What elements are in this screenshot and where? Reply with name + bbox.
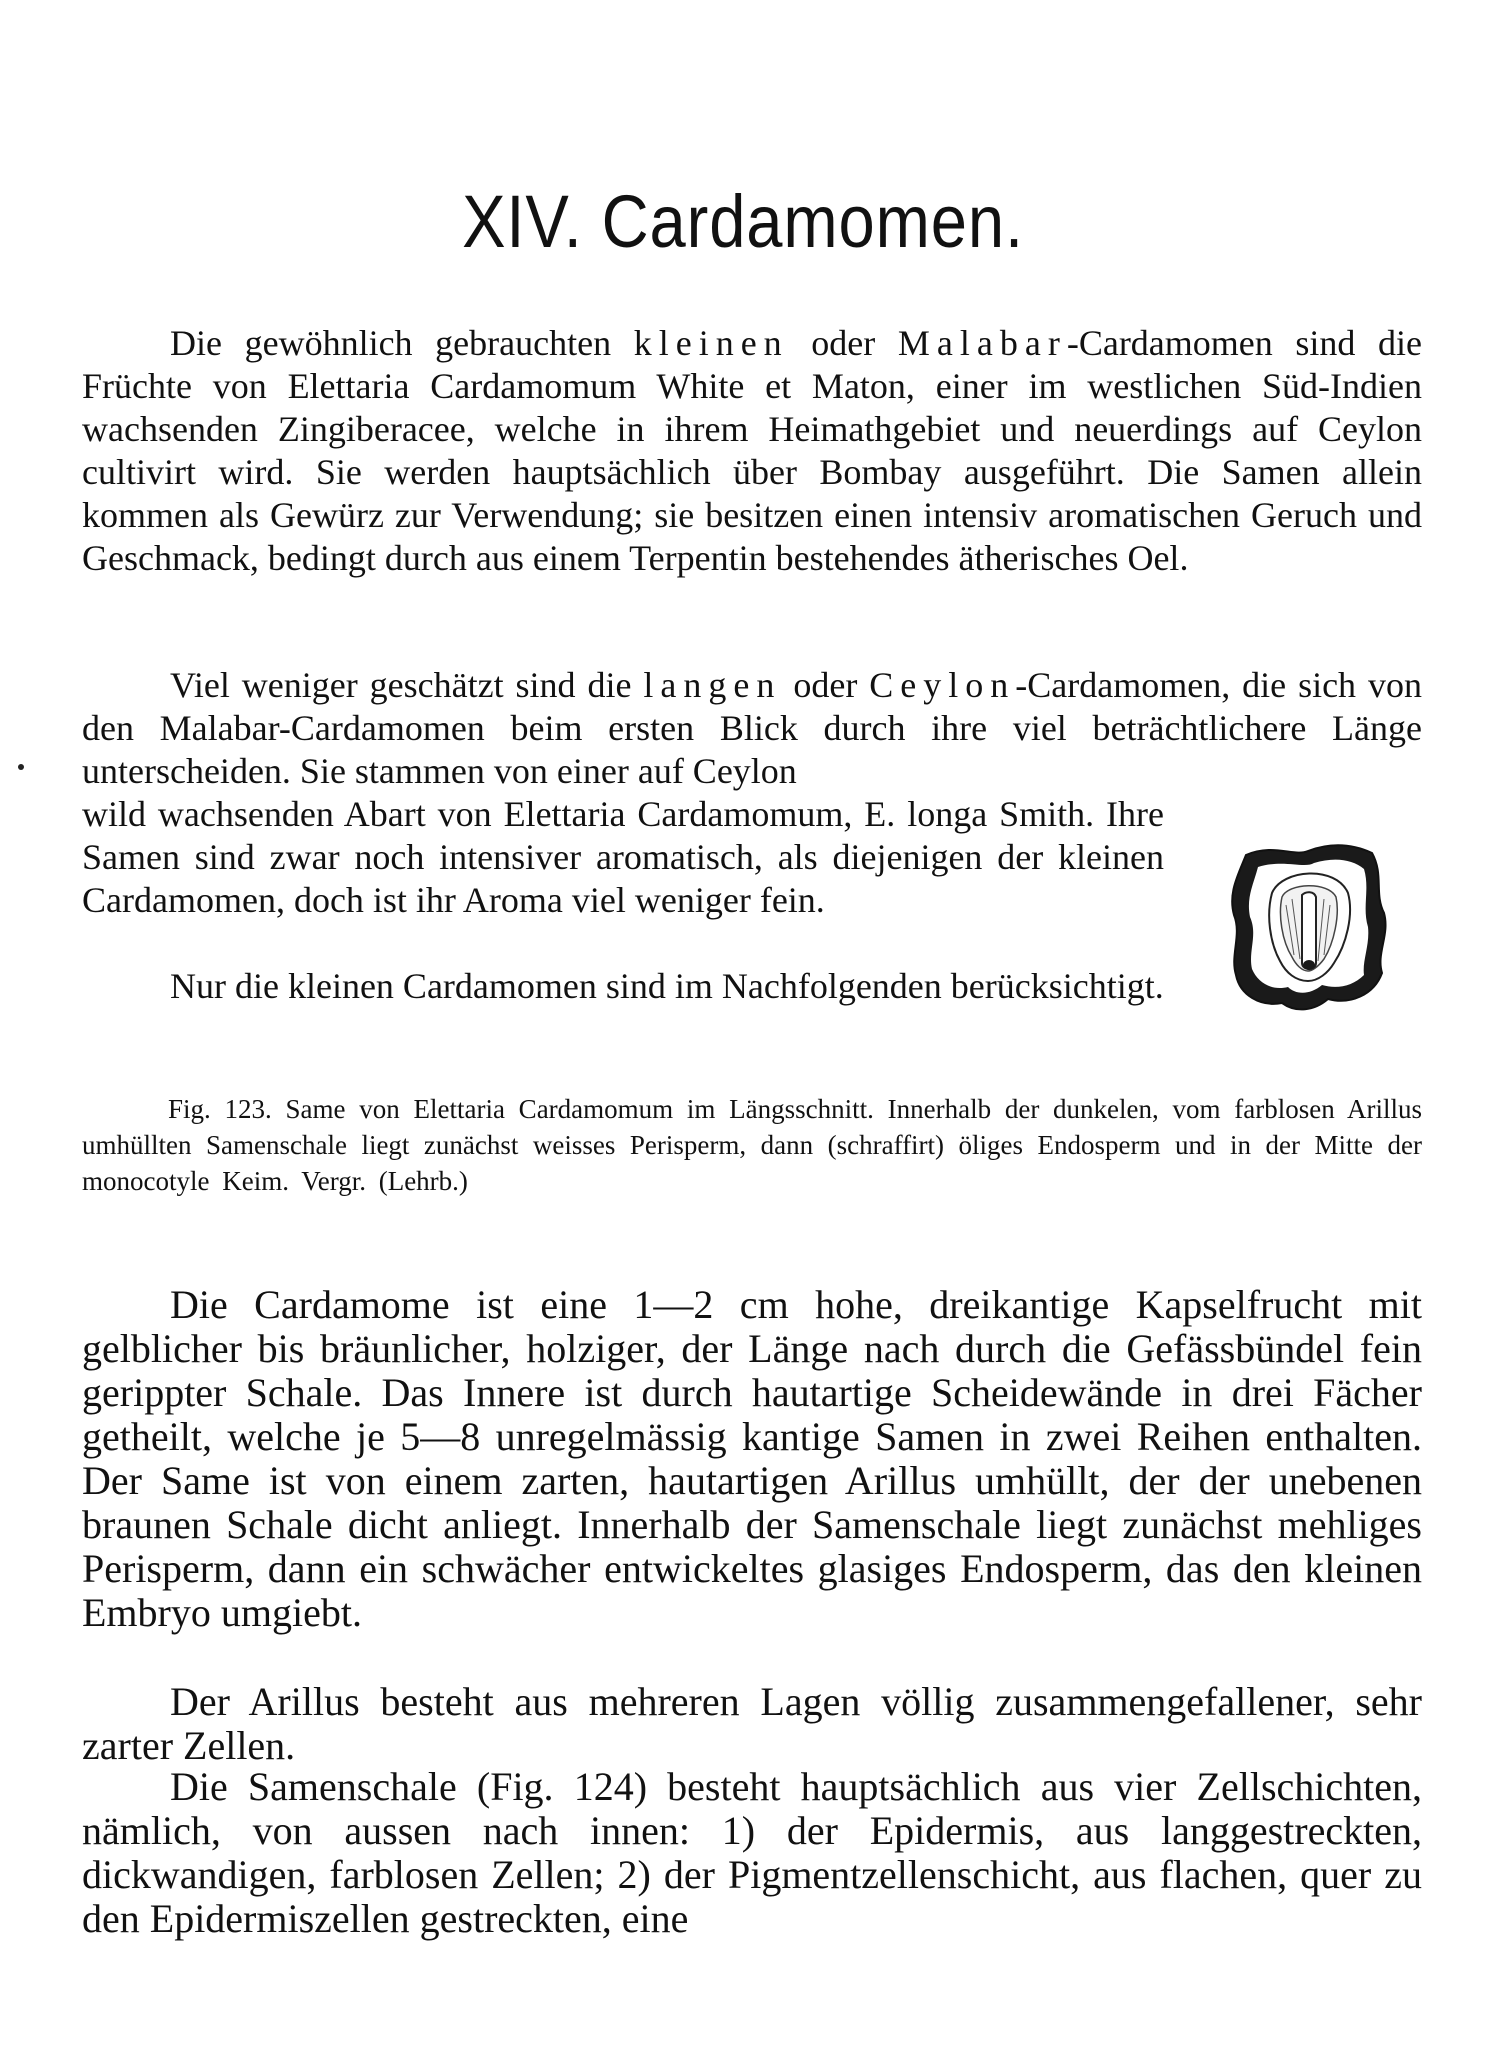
chapter-title: XIV. Cardamomen.: [462, 180, 1024, 263]
emphasis-kleinen: kleinen: [633, 323, 789, 363]
text-run: -Cardamomen sind die Früchte von Elettaria Cardamomum White et Maton, einer im westlichen Süd-Indien wachsenden Zingiberacee, welche in ihrem Heimathgebiet und neuerdings auf Ceylon cultivirt wird. Sie werden hauptsächlich über Bombay ausgeführt. Die Samen allein kommen als Gewürz zur Verwendung; sie besitzen einen intensiv aromatischen Geruch und Geschmack, bedingt durch aus einem Terpentin bestehendes ätherisches Oel.: [82, 323, 1423, 578]
paragraph-arillus: Der Arillus besteht aus mehreren Lagen völlig zusammengefallener, sehr zarter Zellen.: [82, 1679, 1422, 1768]
paragraph-intro: [82, 322, 1422, 580]
text-run: oder: [781, 665, 870, 705]
paragraph-seed-coat: Die Samenschale (Fig. 124) besteht hauptsächlich aus vier Zellschichten, nämlich, von aussen nach innen: 1) der Epidermis, aus langgestreckten, dickwandigen, farblosen Zellen; 2) der Pigmentzellenschicht, aus flachen, quer zu den Epidermiszellen gestreckten, eine: [82, 1764, 1422, 1941]
text-run: -Cardamomen, die sich von den Malabar-Cardamomen beim ersten Blick durch ihre viel beträchtlichere Länge unterscheiden. Sie stammen von einer auf Ceylon: [82, 665, 1423, 791]
paragraph-note: Nur die kleinen Cardamomen sind im Nachfolgenden berücksichtigt.: [170, 966, 1164, 1006]
page-speck: [18, 764, 24, 770]
caption-text: Fig. 123. Same von Elettaria Cardamomum im Längsschnitt. Innerhalb der dunkelen, vom farblosen Arillus umhüllten Samenschale liegt zunächst weisses Perisperm, dann (schraffirt) öliges Endosperm und in der Mitte der monocotyle Keim. Vergr. (Lehrb.): [82, 1094, 1422, 1196]
figure-caption: [82, 1091, 1422, 1199]
emphasis-langen: langen: [643, 665, 782, 705]
text-run: Die gewöhnlich gebrauchten: [170, 323, 634, 363]
emphasis-ceylon: Ceylon: [869, 665, 1016, 705]
paragraph-ceylon-continued: wild wachsenden Abart von Elettaria Cardamomum, E. longa Smith. Ihre Samen sind zwar noch intensiver aromatisch, als diejenigen der kleinen Cardamomen, doch ist ihr Aroma viel weniger fein.: [82, 794, 1164, 920]
paragraph-capsule: Die Cardamome ist eine 1—2 cm hohe, dreikantige Kapselfrucht mit gelblicher bis bräunlicher, holziger, der Länge nach durch die Gefässbündel fein gerippter Schale. Das Innere ist durch hautartige Scheidewände in drei Fächer getheilt, welche je 5—8 unregelmässig kantige Samen in zwei Reihen enthalten. Der Same ist von einem zarten, hautartigen Arillus umhüllt, der der unebenen braunen Schale dicht anliegt. Innerhalb der Samenschale liegt zunächst mehliges Perisperm, dann ein schwächer entwickeltes glasiges Endosperm, das den kleinen Embryo umgiebt.: [82, 1282, 1422, 1635]
text-run: Viel weniger geschätzt sind die: [170, 665, 644, 705]
paragraph-ceylon: [82, 664, 1422, 793]
seed-section-figure: [1224, 835, 1392, 1017]
emphasis-malabar: Malabar: [897, 323, 1067, 363]
text-run: oder: [788, 323, 898, 363]
